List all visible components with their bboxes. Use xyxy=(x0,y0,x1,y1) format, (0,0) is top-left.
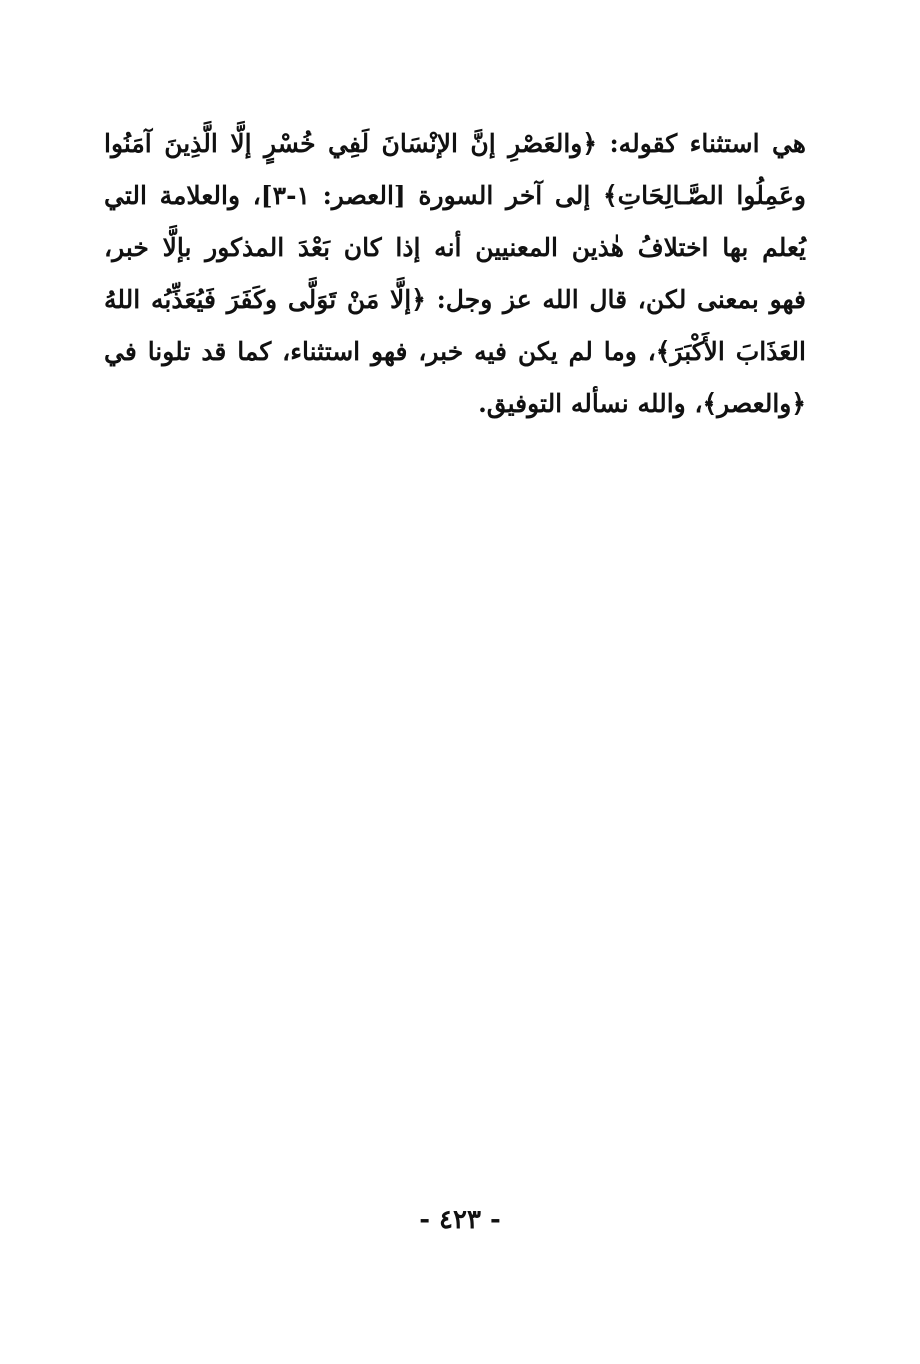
page-number: - ٤٢٣ - xyxy=(419,1205,501,1235)
text-line: العَذَابَ الأَكْبَرَ﴾، وما لم يكن فيه خبر، فهو استثناء، كما قد تلونا في xyxy=(104,337,806,366)
text-line: ﴿والعصر﴾، والله نسأله التوفيق. xyxy=(478,389,806,418)
text-line: يُعلم بها اختلافُ هٰذين المعنيين أنه إذا كان بَعْدَ المذكور بإلَّا خبر، xyxy=(104,233,806,262)
text-line: هي استثناء كقوله: ﴿والعَصْرِ إنَّ الإنْسَانَ لَفِي خُسْرٍ إلَّا الَّذِينَ آمَنُوا xyxy=(104,129,806,158)
text-line: وعَمِلُوا الصَّـالِحَاتِ﴾ إلى آخر السورة [العصر: ١-٣]، والعلامة التي xyxy=(104,181,806,210)
body-paragraph xyxy=(104,118,806,430)
text-line: فهو بمعنى لكن، قال الله عز وجل: ﴿إلَّا مَنْ تَوَلَّى وكَفَرَ فَيُعَذِّبُه اللهُ xyxy=(104,285,806,314)
